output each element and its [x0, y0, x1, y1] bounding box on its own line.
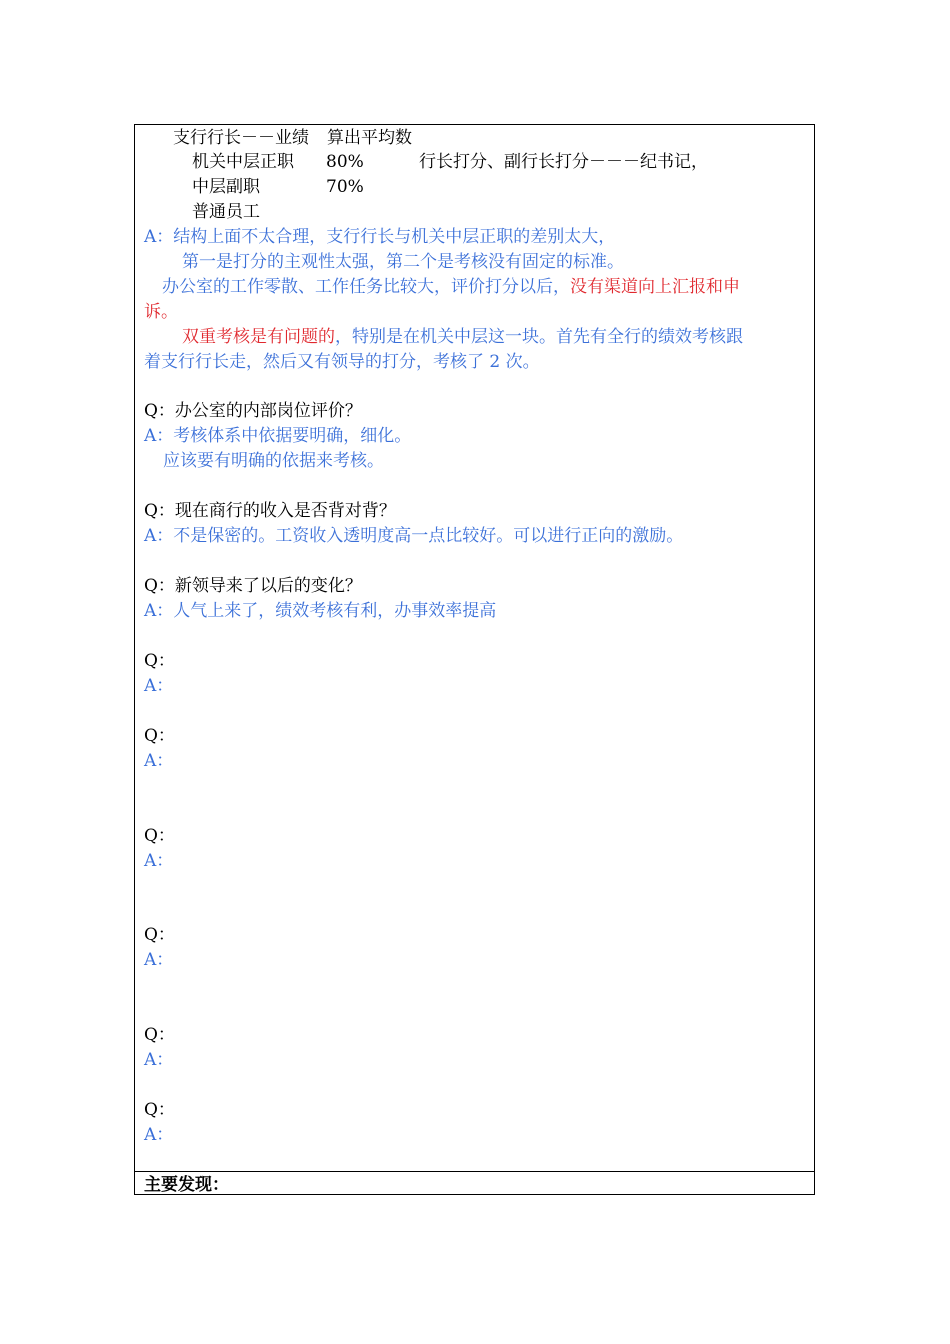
- answer-q9: A：: [144, 1125, 174, 1145]
- answer-q3: A：人气上来了，绩效考核有利，办事效率提高: [144, 601, 497, 621]
- answer-q2: A：不是保密的。工资收入透明度高一点比较好。可以进行正向的激励。: [144, 526, 684, 546]
- answer-q8: A：: [144, 1050, 174, 1070]
- answer-q1: A：考核体系中依据要明确，细化。: [144, 426, 412, 446]
- answer-1-line-3-text: 办公室的工作零散、工作任务比较大，评价打分以后，: [162, 277, 570, 297]
- answer-q6: A：: [144, 851, 174, 871]
- interview-table: [134, 124, 815, 1195]
- answer-1-line-6: 着支行行长走，然后又有领导的打分，考核了 2 次。: [144, 352, 540, 372]
- answer-1-line-5-highlight: 双重考核是有问题的: [182, 327, 335, 347]
- intro-scoring: 行长打分、副行长打分－－－纪书记，: [419, 152, 708, 172]
- row-divider: [135, 1171, 814, 1172]
- intro-pct-80: 80%: [326, 152, 364, 172]
- question-2: Q：现在商行的收入是否背对背？: [144, 501, 396, 521]
- answer-q7: A：: [144, 950, 174, 970]
- intro-mid-level-deputy: 中层副职: [192, 177, 260, 197]
- answer-1-line-2: 第一是打分的主观性太强，第二个是考核没有固定的标准。: [182, 252, 624, 272]
- question-3: Q：新领导来了以后的变化？: [144, 576, 362, 596]
- intro-average: 算出平均数: [327, 128, 412, 148]
- question-6: Q：: [144, 826, 175, 846]
- answer-1-line-1: A：结构上面不太合理，支行行长与机关中层正职的差别太大，: [144, 227, 616, 247]
- question-4: Q：: [144, 651, 175, 671]
- question-8: Q：: [144, 1025, 175, 1045]
- intro-pct-70: 70%: [326, 177, 364, 197]
- intro-branch-president: 支行行长－－业绩: [173, 128, 309, 148]
- answer-1-line-3: [162, 275, 740, 300]
- intro-line-1: [173, 126, 412, 151]
- intro-staff: 普通员工: [192, 202, 260, 222]
- intro-mid-level-head: 机关中层正职: [192, 152, 294, 172]
- question-9: Q：: [144, 1100, 175, 1120]
- question-5: Q：: [144, 726, 175, 746]
- answer-q1-line-2: 应该要有明确的依据来考核。: [163, 451, 384, 471]
- answer-1-line-4: 诉。: [144, 302, 178, 322]
- answer-q5: A：: [144, 751, 174, 771]
- answer-1-line-3-highlight: 没有渠道向上汇报和申: [570, 277, 740, 297]
- question-7: Q：: [144, 925, 175, 945]
- main-findings-label: 主要发现：: [144, 1175, 229, 1195]
- answer-1-line-5-text: ，特别是在机关中层这一块。首先有全行的绩效考核跟: [335, 327, 743, 347]
- answer-1-line-5: [182, 325, 743, 350]
- intro-line-2: [192, 150, 294, 175]
- question-1: Q：办公室的内部岗位评价？: [144, 401, 362, 421]
- answer-q4: A：: [144, 676, 174, 696]
